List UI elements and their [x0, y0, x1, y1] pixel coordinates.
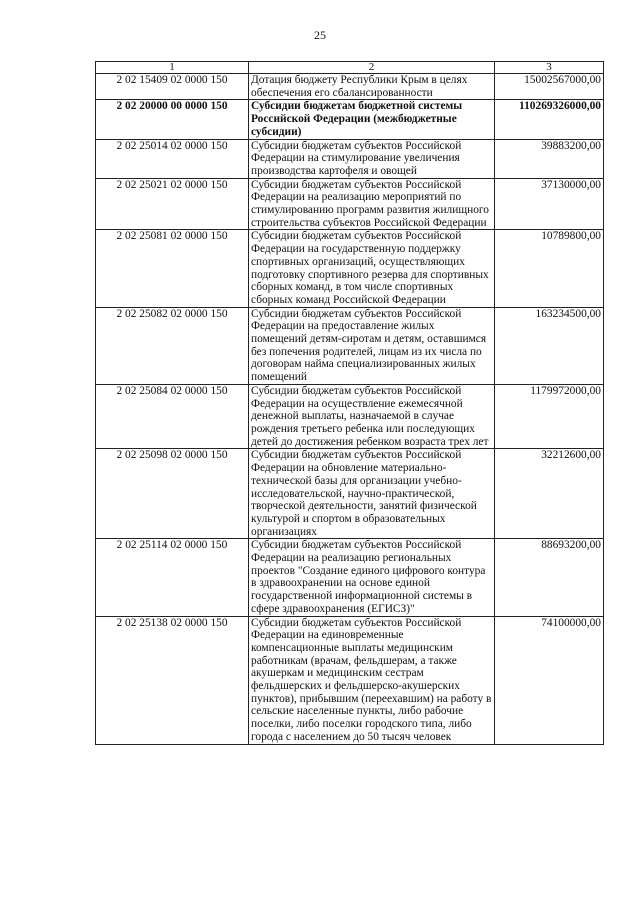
budget-table	[95, 61, 604, 745]
page-number: 25	[314, 28, 326, 42]
amount-cell: 74100000,00	[495, 616, 604, 744]
code-cell: 2 02 25114 02 0000 150	[96, 539, 249, 616]
amount-cell: 1179972000,00	[495, 384, 604, 449]
description-cell: Субсидии бюджетам субъектов Российской Федерации на государственную поддержку спортивных организаций, осуществляющих подготовку спортивного резерва для спортивных сборных команд, в том числе спортивных сборных команд Российской Федерации	[249, 230, 495, 307]
code-cell: 2 02 25082 02 0000 150	[96, 307, 249, 384]
table-row	[96, 230, 604, 307]
table-header-row	[96, 62, 604, 74]
table-row	[96, 539, 604, 616]
table-body	[96, 74, 604, 745]
description-cell: Субсидии бюджетам субъектов Российской Федерации на стимулирование увеличения производства картофеля и овощей	[249, 139, 495, 178]
table-row	[96, 449, 604, 539]
description-cell: Субсидии бюджетам субъектов Российской Федерации на осуществление ежемесячной денежной выплаты, назначаемой в случае рождения третьего ребенка или последующих детей до достижения ребенком возраста трех лет	[249, 384, 495, 449]
amount-cell: 88693200,00	[495, 539, 604, 616]
description-cell: Субсидии бюджетам субъектов Российской Федерации на единовременные компенсационные выплаты медицинским работникам (врачам, фельдшерам, а также акушеркам и медицинским сестрам фельдшерских и фельдшерско-акушерских пунктов), прибывшим (переехавшим) на работу в сельские населенные пункты, либо рабочие поселки, либо поселки городского типа, либо города с населением до 50 тысяч человек	[249, 616, 495, 744]
description-cell: Субсидии бюджетам субъектов Российской Федерации на реализацию мероприятий по стимулированию программ развития жилищного строительства субъектов Российской Федерации	[249, 178, 495, 230]
amount-cell: 39883200,00	[495, 139, 604, 178]
column-header-3: 3	[495, 62, 604, 74]
table-row	[96, 139, 604, 178]
column-header-1: 1	[96, 62, 249, 74]
code-cell: 2 02 20000 00 0000 150	[96, 100, 249, 139]
description-cell: Субсидии бюджетам субъектов Российской Федерации на обновление материально-технической базы для организации учебно-исследовательской, научно-практической, творческой деятельности, занятий физической культурой и спортом в образовательных организациях	[249, 449, 495, 539]
code-cell: 2 02 25014 02 0000 150	[96, 139, 249, 178]
amount-cell: 110269326000,00	[495, 100, 604, 139]
code-cell: 2 02 25098 02 0000 150	[96, 449, 249, 539]
table-row	[96, 384, 604, 449]
description-cell: Субсидии бюджетам субъектов Российской Федерации на реализацию региональных проектов "Создание единого цифрового контура в здравоохранении на основе единой государственной информационной системы в сфере здравоохранения (ЕГИСЗ)"	[249, 539, 495, 616]
code-cell: 2 02 25084 02 0000 150	[96, 384, 249, 449]
table-row	[96, 616, 604, 744]
table-row	[96, 74, 604, 100]
amount-cell: 163234500,00	[495, 307, 604, 384]
amount-cell: 15002567000,00	[495, 74, 604, 100]
code-cell: 2 02 25021 02 0000 150	[96, 178, 249, 230]
column-header-2: 2	[249, 62, 495, 74]
amount-cell: 10789800,00	[495, 230, 604, 307]
description-cell: Дотация бюджету Республики Крым в целях обеспечения его сбалансированности	[249, 74, 495, 100]
code-cell: 2 02 15409 02 0000 150	[96, 74, 249, 100]
description-cell: Субсидии бюджетам бюджетной системы Российской Федерации (межбюджетные субсидии)	[249, 100, 495, 139]
table-row	[96, 178, 604, 230]
description-cell: Субсидии бюджетам субъектов Российской Федерации на предоставление жилых помещений детям-сиротам и детям, оставшимся без попечения родителей, лицам из их числа по договорам найма специализированных жилых помещений	[249, 307, 495, 384]
table-row	[96, 307, 604, 384]
table-row	[96, 100, 604, 139]
amount-cell: 32212600,00	[495, 449, 604, 539]
code-cell: 2 02 25081 02 0000 150	[96, 230, 249, 307]
code-cell: 2 02 25138 02 0000 150	[96, 616, 249, 744]
amount-cell: 37130000,00	[495, 178, 604, 230]
